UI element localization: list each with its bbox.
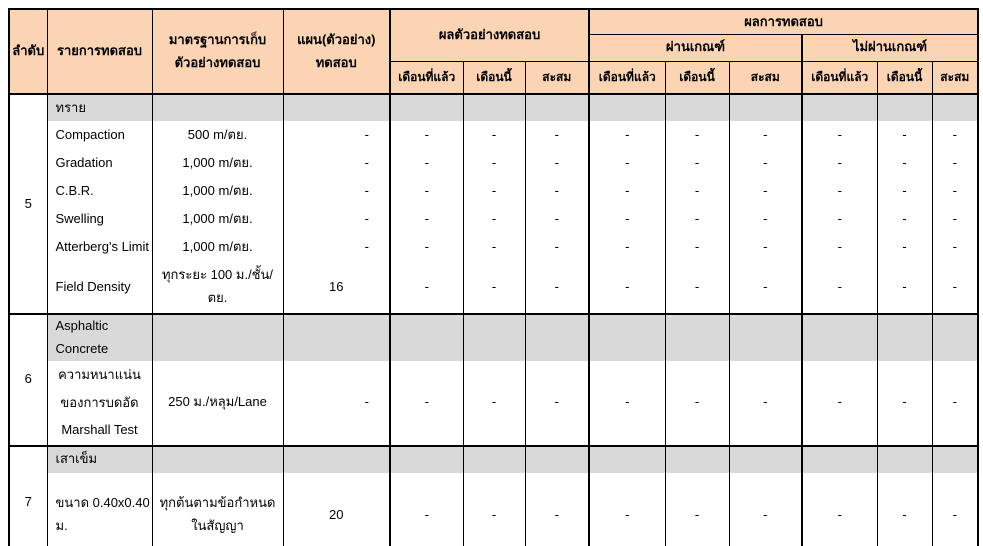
result-value: - [932, 233, 978, 261]
result-value: - [877, 121, 932, 149]
result-value: - [390, 361, 463, 446]
header-standard: มาตรฐานการเก็บ​ตัวอย่างทดสอบ [152, 9, 283, 94]
result-value: - [525, 205, 589, 233]
result-value: - [802, 261, 877, 314]
section-header-cell [525, 94, 589, 121]
plan-value: - [283, 177, 390, 205]
result-value: - [589, 205, 665, 233]
table-row [9, 205, 978, 233]
result-value: - [665, 361, 729, 446]
test-item: Gradation [47, 149, 152, 177]
section-header-cell [932, 314, 978, 361]
header-row-1 [9, 9, 978, 34]
plan-value: - [283, 233, 390, 261]
standard-value: 250 ม./หลุม/Lane [152, 361, 283, 446]
result-value: - [665, 177, 729, 205]
section-title: เสาเข็ม [47, 446, 152, 473]
result-value: - [877, 361, 932, 446]
result-value: - [390, 205, 463, 233]
table-row [9, 121, 978, 149]
result-value: - [390, 177, 463, 205]
section-header-cell [463, 314, 525, 361]
result-value: - [463, 473, 525, 546]
row-number: 5 [9, 94, 47, 314]
result-value: - [390, 121, 463, 149]
result-value: - [932, 149, 978, 177]
result-value: - [729, 149, 802, 177]
result-value: - [932, 473, 978, 546]
standard-value: 1,000 m/ตย. [152, 149, 283, 177]
table-row [9, 177, 978, 205]
header-last-month: เดือนที่แล้ว [390, 61, 463, 94]
result-value: - [589, 177, 665, 205]
section-header-cell [525, 446, 589, 473]
result-value: - [877, 205, 932, 233]
table-row [9, 361, 978, 446]
header-pass-group: ผ่านเกณฑ์ [589, 34, 802, 61]
result-value: - [589, 233, 665, 261]
result-value: - [802, 473, 877, 546]
result-value: - [802, 121, 877, 149]
section-header-row [9, 94, 978, 121]
plan-value: - [283, 205, 390, 233]
result-value: - [802, 233, 877, 261]
test-item: Field Density [47, 261, 152, 314]
section-header-cell [152, 314, 283, 361]
standard-value: ทุกต้นตามข้อกำหนด​ในสัญญา [152, 473, 283, 546]
result-value: - [729, 261, 802, 314]
header-cumulative: สะสม [932, 61, 978, 94]
header-last-month: เดือนที่แล้ว [589, 61, 665, 94]
section-header-cell [283, 94, 390, 121]
result-value: - [877, 233, 932, 261]
test-item: Swelling [47, 205, 152, 233]
result-value: - [729, 177, 802, 205]
section-header-row [9, 314, 978, 361]
result-value: - [589, 361, 665, 446]
result-value: - [932, 361, 978, 446]
plan-value: - [283, 121, 390, 149]
section-header-cell [665, 94, 729, 121]
plan-value: 20 [283, 473, 390, 546]
section-header-cell [463, 94, 525, 121]
plan-value: 16 [283, 261, 390, 314]
result-value: - [729, 473, 802, 546]
test-item: ขนาด 0.40x0.40 ม. [47, 473, 152, 546]
result-value: - [589, 473, 665, 546]
section-header-cell [589, 446, 665, 473]
result-value: - [877, 149, 932, 177]
section-header-cell [802, 446, 877, 473]
result-value: - [665, 205, 729, 233]
result-value: - [390, 261, 463, 314]
header-last-month: เดือนที่แล้ว [802, 61, 877, 94]
section-header-cell [589, 94, 665, 121]
header-test-results-group: ผลการทดสอบ [589, 9, 978, 34]
result-value: - [463, 205, 525, 233]
header-cumulative: สะสม [525, 61, 589, 94]
header-plan: แผน(ตัวอย่าง)​ทดสอบ [283, 9, 390, 94]
test-item: ความหนาแน่นของ​การบดอัด Marshall Test [47, 361, 152, 446]
standard-value: 1,000 m/ตย. [152, 205, 283, 233]
test-item: Compaction [47, 121, 152, 149]
result-value: - [665, 149, 729, 177]
standard-value: 1,000 m/ตย. [152, 177, 283, 205]
section-header-cell [932, 446, 978, 473]
result-value: - [525, 473, 589, 546]
table-row [9, 261, 978, 314]
result-value: - [525, 177, 589, 205]
result-value: - [390, 233, 463, 261]
result-value: - [665, 233, 729, 261]
result-value: - [525, 149, 589, 177]
header-item: รายการทดสอบ [47, 9, 152, 94]
result-value: - [589, 121, 665, 149]
section-header-cell [729, 314, 802, 361]
test-item: C.B.R. [47, 177, 152, 205]
result-value: - [589, 149, 665, 177]
section-header-cell [877, 94, 932, 121]
result-value: - [463, 121, 525, 149]
section-header-cell [665, 446, 729, 473]
result-value: - [802, 177, 877, 205]
result-value: - [463, 149, 525, 177]
section-header-cell [665, 314, 729, 361]
section-header-cell [729, 446, 802, 473]
section-header-cell [152, 446, 283, 473]
result-value: - [802, 149, 877, 177]
section-header-cell [729, 94, 802, 121]
result-value: - [390, 473, 463, 546]
result-value: - [589, 261, 665, 314]
result-value: - [932, 205, 978, 233]
row-number: 7 [9, 446, 47, 546]
section-header-cell [390, 446, 463, 473]
section-header-cell [152, 94, 283, 121]
section-header-cell [802, 314, 877, 361]
result-value: - [525, 361, 589, 446]
result-value: - [525, 121, 589, 149]
standard-value: 500 m/ตย. [152, 121, 283, 149]
result-value: - [932, 121, 978, 149]
section-header-cell [589, 314, 665, 361]
result-value: - [665, 121, 729, 149]
result-value: - [729, 121, 802, 149]
section-header-cell [877, 314, 932, 361]
result-value: - [802, 205, 877, 233]
result-value: - [877, 261, 932, 314]
table-row [9, 233, 978, 261]
section-header-row [9, 446, 978, 473]
plan-value: - [283, 149, 390, 177]
result-value: - [729, 361, 802, 446]
header-this-month: เดือนนี้ [877, 61, 932, 94]
result-value: - [729, 233, 802, 261]
result-value: - [463, 361, 525, 446]
section-header-cell [877, 446, 932, 473]
section-header-cell [283, 314, 390, 361]
section-title: ทราย [47, 94, 152, 121]
header-cumulative: สะสม [729, 61, 802, 94]
result-value: - [802, 361, 877, 446]
header-no: ลำดับ [9, 9, 47, 94]
header-this-month: เดือนนี้ [463, 61, 525, 94]
result-value: - [525, 233, 589, 261]
plan-value: - [283, 361, 390, 446]
header-sample-results-group: ผลตัวอย่างทดสอบ [390, 9, 589, 61]
result-value: - [877, 177, 932, 205]
table-header [9, 9, 978, 94]
header-fail-group: ไม่ผ่านเกณฑ์ [802, 34, 978, 61]
result-value: - [463, 261, 525, 314]
standard-value: 1,000 m/ตย. [152, 233, 283, 261]
section-header-cell [390, 314, 463, 361]
result-value: - [665, 473, 729, 546]
section-header-cell [525, 314, 589, 361]
test-results-table [8, 8, 979, 546]
section-header-cell [463, 446, 525, 473]
section-header-cell [283, 446, 390, 473]
header-this-month: เดือนนี้ [665, 61, 729, 94]
table-row [9, 149, 978, 177]
result-value: - [877, 473, 932, 546]
standard-value: ทุกระยะ 100 ม./​ชั้น/ตย. [152, 261, 283, 314]
row-number: 6 [9, 314, 47, 446]
result-value: - [463, 177, 525, 205]
table-row [9, 473, 978, 546]
section-header-cell [802, 94, 877, 121]
section-header-cell [390, 94, 463, 121]
result-value: - [729, 205, 802, 233]
result-value: - [525, 261, 589, 314]
result-value: - [665, 261, 729, 314]
result-value: - [463, 233, 525, 261]
result-value: - [390, 149, 463, 177]
result-value: - [932, 177, 978, 205]
test-item: Atterberg's Limit [47, 233, 152, 261]
section-header-cell [932, 94, 978, 121]
result-value: - [932, 261, 978, 314]
section-title: Asphaltic Concrete [47, 314, 152, 361]
